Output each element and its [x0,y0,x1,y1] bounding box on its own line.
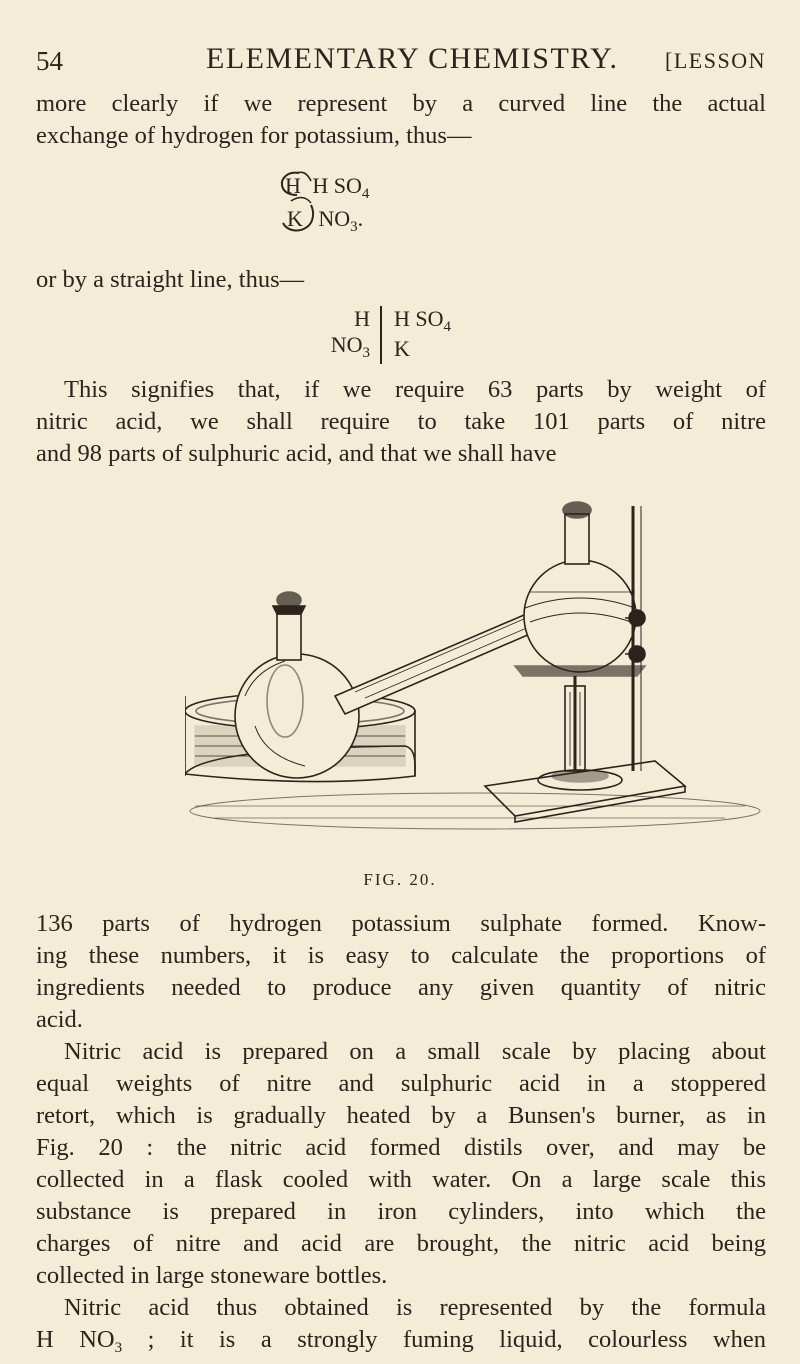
text-line: exchange of hydrogen for potassium, thus— [36,122,472,149]
curve-bottom-right: NO [318,206,351,231]
nitric-acid-formula: H NO [36,1326,115,1353]
straight-divider-line [380,306,382,364]
text-line: This signifies that, if we require 63 parts by weight of [64,376,766,403]
text-line: acid. [36,1006,83,1033]
straight-right-top-sub: 4 [443,319,452,335]
text-line: 136 parts of hydrogen potassium sulphate formed. Know- [36,910,766,937]
text-line: collected in large stoneware bottles. [36,1262,388,1289]
section-label: [LESSON [665,48,766,73]
text-line: ingredients needed to produce any given quantity of nitric [36,974,766,1001]
text-line: Nitric acid thus obtained is represented by the formula [64,1294,766,1321]
straight-left-top: H [354,306,370,331]
straight-exchange-formula [286,306,486,364]
curve-bottom-right-end: . [357,206,364,231]
straight-left-bottom: NO [330,332,363,357]
text-line: more clearly if we represent by a curved line the actual [36,90,766,117]
text-line: or by a straight line, thus— [36,266,305,293]
curve-top-right: H SO [312,173,362,198]
page-header [36,40,766,76]
running-title: ELEMENTARY CHEMISTRY. [206,42,619,75]
text-line: retort, which is gradually heated by a Bunsen's burner, as in [36,1102,766,1129]
text-line-rest: ; it is a strongly fuming liquid, colourless when [122,1326,766,1353]
straight-line-intro [36,264,766,296]
text-line: charges of nitre and acid are brought, the nitric acid being [36,1230,766,1257]
text-line: Nitric acid is prepared on a small scale by placing about [64,1038,766,1065]
page-number: 54 [36,46,63,76]
intro-paragraph [36,88,766,152]
text-line: substance is prepared in iron cylinders, into which the [36,1198,766,1225]
nitric-acid-formula-sub: 3 [114,1340,123,1356]
straight-right-bottom: K [394,336,410,361]
retort-distillation-illustration [185,496,785,836]
text-line: ing these numbers, it is easy to calculate the proportions of [36,942,766,969]
straight-right-top: H SO [394,306,444,331]
curve-bottom-left: K [287,206,303,231]
curve-bottom-right-sub: 3 [350,219,358,235]
curve-top-right-sub: 4 [361,186,370,202]
text-line: nitric acid, we shall require to take 101 parts of nitre [36,408,766,435]
figure-caption: FIG. 20. [363,870,437,889]
text-line: equal weights of nitre and sulphuric acid in a stoppered [36,1070,766,1097]
text-line: and 98 parts of sulphuric acid, and that we shall have [36,440,557,467]
text-line: Fig. 20 : the nitric acid formed distils over, and may be [36,1134,766,1161]
paragraph-numbers [36,908,766,1036]
straight-left-bottom-sub: 3 [362,345,370,361]
text-line: collected in a flask cooled with water. On a large scale this [36,1166,766,1193]
paragraph-signifies [36,374,766,470]
text-line [36,1324,766,1364]
paragraph-preparation [36,1036,766,1292]
curve-top-left: H [285,173,301,198]
paragraph-formula [36,1292,766,1364]
